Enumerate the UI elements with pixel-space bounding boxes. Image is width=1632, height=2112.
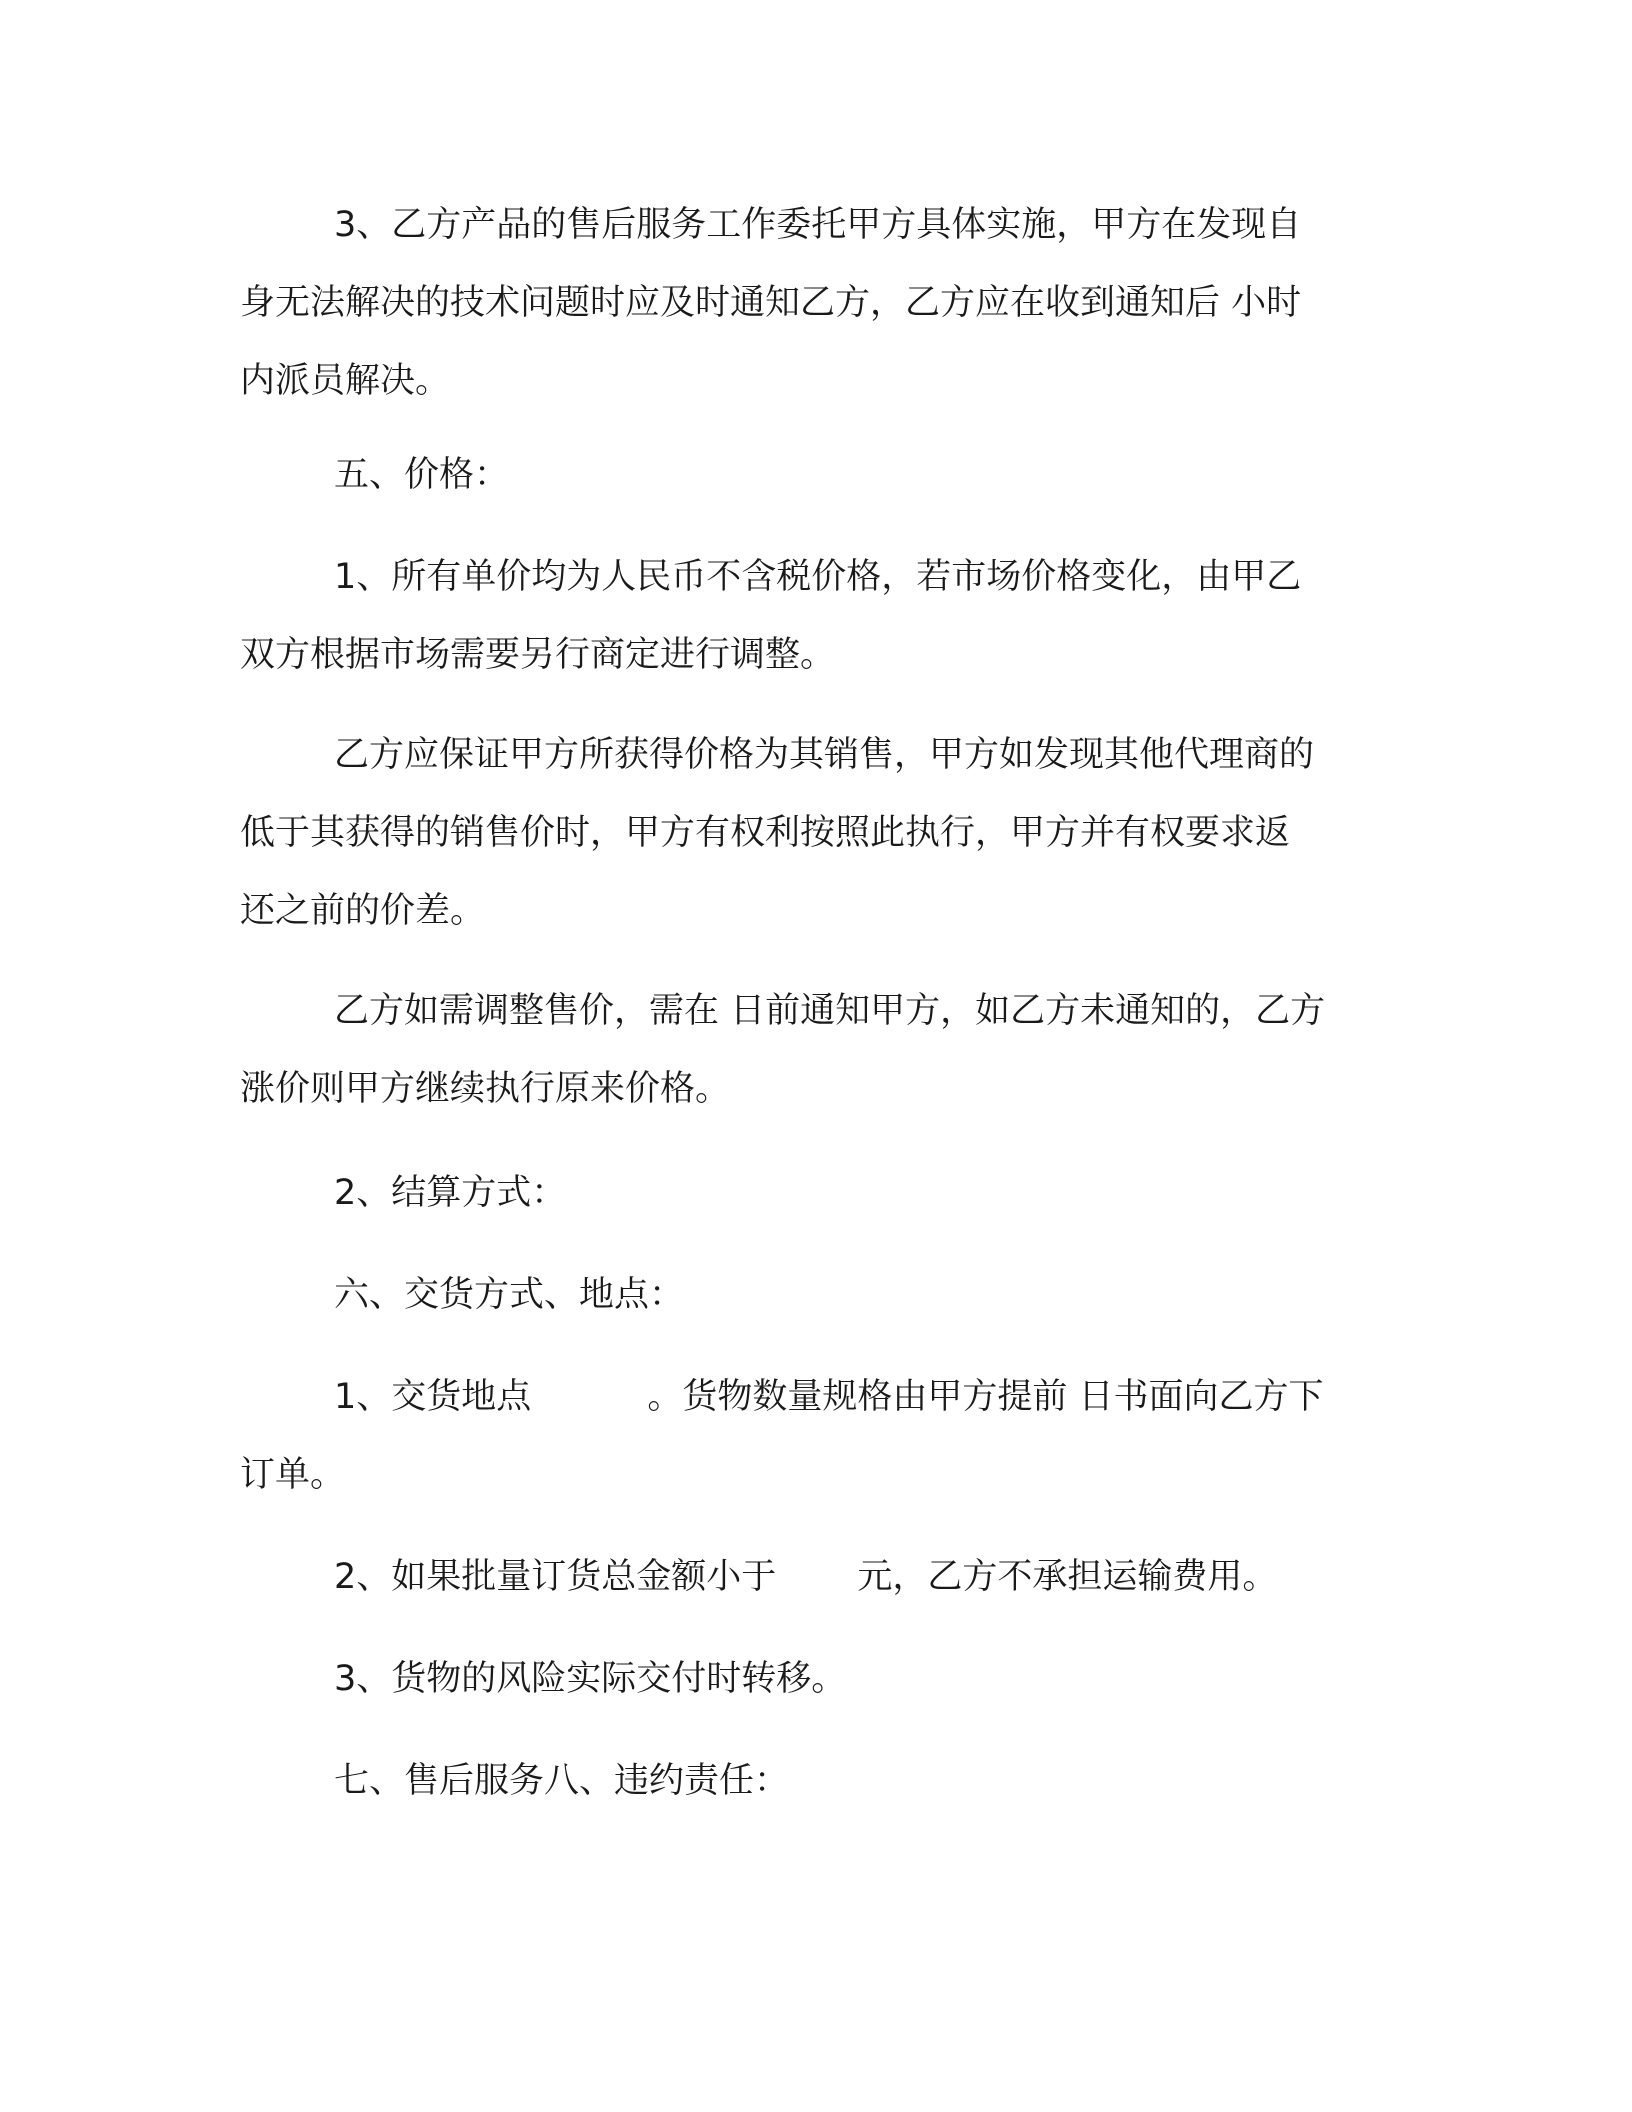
text-line: 3、货物的风险实际交付时转移。 xyxy=(334,1659,847,1699)
text-line: 1、交货地点 。货物数量规格由甲方提前 日书面向乙方下 xyxy=(334,1377,1324,1417)
text-line: 乙方如需调整售价，需在 日前通知甲方，如乙方未通知的，乙方 xyxy=(334,991,1326,1031)
text-line: 3、乙方产品的售后服务工作委托甲方具体实施，甲方在发现自 xyxy=(334,205,1302,245)
text-line: 低于其获得的销售价时，甲方有权利按照此执行，甲方并有权要求返 xyxy=(240,813,1291,853)
para-shipping-cost xyxy=(240,1538,1390,1616)
para-delivery-location xyxy=(240,1358,1390,1514)
text-line: 2、如果批量订货总金额小于 元，乙方不承担运输费用。 xyxy=(334,1557,1278,1597)
heading-price xyxy=(240,436,1390,514)
text-line: 还之前的价差。 xyxy=(240,891,486,931)
para-price-adjustment xyxy=(240,972,1390,1128)
text-line: 身无法解决的技术问题时应及时通知乙方，乙方应在收到通知后 小时 xyxy=(240,283,1302,323)
text-line: 内派员解决。 xyxy=(240,361,451,401)
para-after-sales-service xyxy=(240,186,1390,420)
para-unit-price xyxy=(240,538,1390,694)
heading-after-sales-breach xyxy=(240,1742,1390,1820)
section-heading: 五、价格： xyxy=(334,455,510,495)
text-line: 2、结算方式： xyxy=(334,1173,567,1213)
text-line: 乙方应保证甲方所获得价格为其销售，甲方如发现其他代理商的 xyxy=(334,735,1315,775)
text-line: 双方根据市场需要另行商定进行调整。 xyxy=(240,635,836,675)
section-heading: 七、售后服务八、违约责任： xyxy=(334,1761,790,1801)
para-settlement xyxy=(240,1154,1390,1232)
para-risk-transfer xyxy=(240,1640,1390,1718)
para-price-guarantee xyxy=(240,716,1390,950)
heading-delivery xyxy=(240,1256,1390,1334)
text-line: 订单。 xyxy=(240,1455,346,1495)
section-heading: 六、交货方式、地点： xyxy=(334,1275,685,1315)
text-line: 涨价则甲方继续执行原来价格。 xyxy=(240,1069,731,1109)
text-line: 1、所有单价均为人民币不含税价格，若市场价格变化，由甲乙 xyxy=(334,557,1302,597)
